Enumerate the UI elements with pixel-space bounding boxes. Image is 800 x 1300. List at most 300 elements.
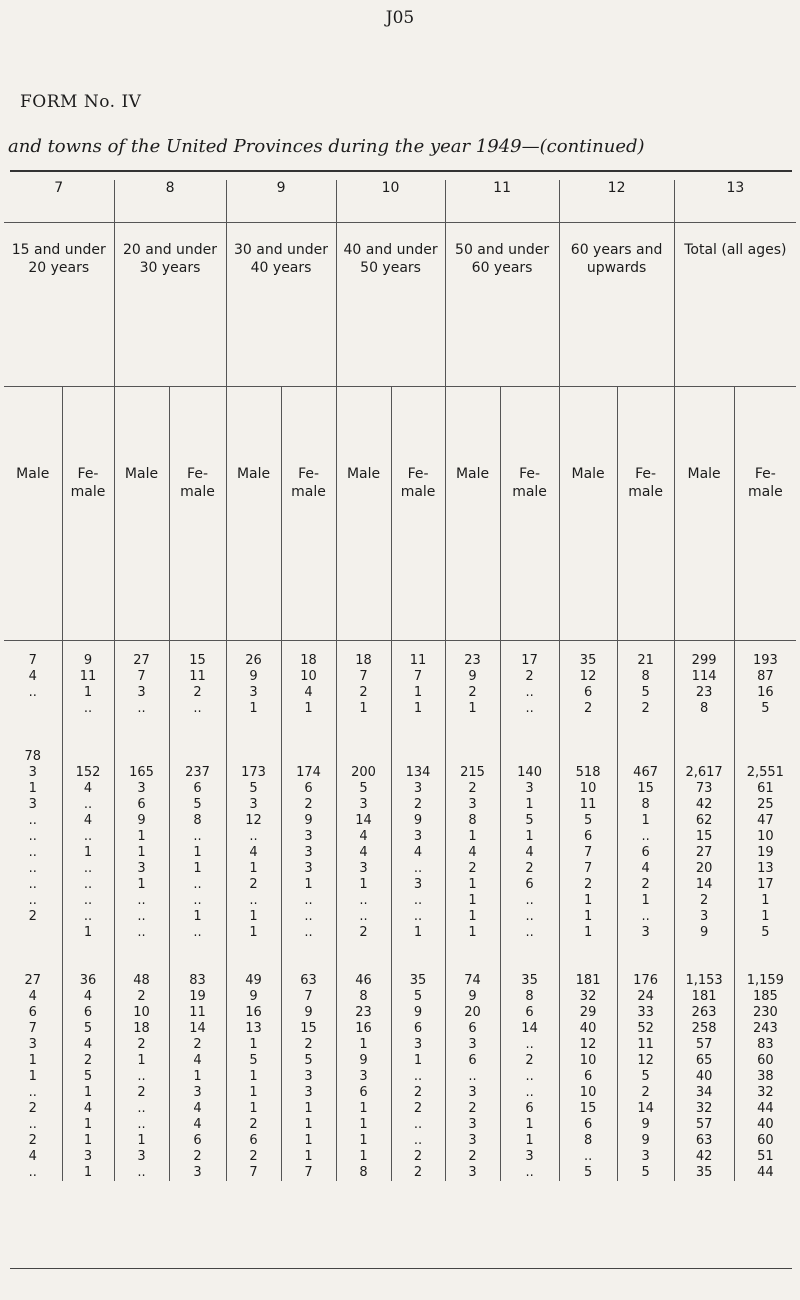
table-cell: 3 bbox=[281, 861, 336, 877]
male-header: Male bbox=[559, 387, 617, 641]
table-cell: 6 bbox=[445, 1021, 500, 1037]
table-cell: 1 bbox=[114, 845, 169, 861]
table-cell: 12 bbox=[559, 1037, 617, 1053]
table-cell: 2 bbox=[391, 1149, 445, 1165]
table-cell: 1,159 bbox=[734, 973, 796, 989]
table-cell: 2 bbox=[226, 877, 281, 893]
male-header: Male bbox=[4, 387, 62, 641]
gap-cell bbox=[336, 641, 391, 654]
table-cell: 23 bbox=[445, 653, 500, 669]
table-cell: .. bbox=[500, 685, 559, 701]
table-cell: 3 bbox=[445, 1085, 500, 1101]
table-cell: 230 bbox=[734, 1005, 796, 1021]
table-cell: 1 bbox=[226, 1037, 281, 1053]
table-cell: 181 bbox=[559, 973, 617, 989]
table-cell: 3 bbox=[500, 781, 559, 797]
table-cell: 7 bbox=[28, 1021, 37, 1036]
table-row bbox=[4, 973, 796, 989]
table-cell: 46 bbox=[336, 973, 391, 989]
table-cell: 42 bbox=[674, 1149, 734, 1165]
table-cell: 10 bbox=[734, 829, 796, 845]
table-cell: 27 bbox=[24, 973, 42, 988]
table-cell: 2 bbox=[28, 909, 37, 924]
table-cell: 1 bbox=[336, 1117, 391, 1133]
table-row bbox=[4, 781, 796, 797]
table-cell bbox=[62, 749, 114, 765]
table-cell: 20 bbox=[674, 861, 734, 877]
table-cell: 1 bbox=[445, 829, 500, 845]
table-cell: 6 bbox=[500, 877, 559, 893]
table-row bbox=[4, 1069, 796, 1085]
table-cell: 40 bbox=[674, 1069, 734, 1085]
age-group-header: 15 and under 20 years bbox=[4, 223, 114, 387]
table-row bbox=[4, 909, 796, 925]
table-cell: .. bbox=[114, 701, 169, 717]
table-cell: 2,551 bbox=[734, 765, 796, 781]
table-cell: 5 bbox=[336, 781, 391, 797]
gap-cell bbox=[391, 717, 445, 749]
table-cell: 20 bbox=[445, 1005, 500, 1021]
table-cell: 61 bbox=[734, 781, 796, 797]
column-number-row bbox=[4, 180, 796, 223]
table-cell: 1,153 bbox=[674, 973, 734, 989]
age-group-header: 30 and under 40 years bbox=[226, 223, 336, 387]
table-cell: 47 bbox=[734, 813, 796, 829]
table-row bbox=[4, 797, 796, 813]
table-cell bbox=[4, 701, 62, 717]
table-cell: 27 bbox=[114, 653, 169, 669]
table-cell: 467 bbox=[617, 765, 674, 781]
table-cell: 10 bbox=[281, 669, 336, 685]
gap-cell bbox=[734, 717, 796, 749]
gap-cell bbox=[734, 941, 796, 973]
table-cell: 60 bbox=[734, 1053, 796, 1069]
table-row bbox=[4, 813, 796, 829]
table-cell: 299 bbox=[674, 653, 734, 669]
table-row bbox=[4, 1037, 796, 1053]
table-cell: 9 bbox=[617, 1133, 674, 1149]
table-cell: 2 bbox=[617, 877, 674, 893]
table-cell bbox=[169, 749, 226, 765]
table-row bbox=[4, 989, 796, 1005]
gap-cell bbox=[62, 717, 114, 749]
table-cell: .. bbox=[28, 893, 37, 908]
table-cell bbox=[114, 749, 169, 765]
table-cell: 4 bbox=[62, 1101, 114, 1117]
table-cell bbox=[500, 749, 559, 765]
table-cell: 32 bbox=[559, 989, 617, 1005]
table-cell: 5 bbox=[559, 1165, 617, 1181]
table-row bbox=[4, 1117, 796, 1133]
table-cell: 2 bbox=[62, 1053, 114, 1069]
table-cell: 65 bbox=[674, 1053, 734, 1069]
table-cell: 1 bbox=[226, 701, 281, 717]
table-cell: 1 bbox=[336, 1037, 391, 1053]
statistics-table bbox=[4, 180, 796, 1181]
table-cell: .. bbox=[28, 813, 37, 828]
table-cell: 7 bbox=[281, 1165, 336, 1181]
table-cell: 2 bbox=[28, 1133, 37, 1148]
table-cell: 2 bbox=[559, 701, 617, 717]
table-cell: .. bbox=[62, 893, 114, 909]
table-cell: .. bbox=[500, 1165, 559, 1181]
table-cell: .. bbox=[500, 925, 559, 941]
table-cell: 21 bbox=[617, 653, 674, 669]
table-cell: 3 bbox=[28, 1037, 37, 1052]
table-cell: 5 bbox=[226, 1053, 281, 1069]
table-cell: 2 bbox=[28, 1101, 37, 1116]
gap-cell bbox=[617, 717, 674, 749]
table-cell: 1 bbox=[62, 1165, 114, 1181]
gap-cell bbox=[4, 641, 62, 654]
table-cell: 4 bbox=[169, 1101, 226, 1117]
table-row bbox=[4, 877, 796, 893]
table-cell: 1 bbox=[391, 685, 445, 701]
table-cell: .. bbox=[391, 893, 445, 909]
table-row bbox=[4, 1085, 796, 1101]
table-cell: 1 bbox=[114, 1133, 169, 1149]
female-header: Fe- male bbox=[281, 387, 336, 641]
table-cell: 176 bbox=[617, 973, 674, 989]
table-cell: 1 bbox=[445, 925, 500, 941]
table-cell: 1 bbox=[114, 829, 169, 845]
table-cell: 4 bbox=[169, 1053, 226, 1069]
table-cell: 8 bbox=[169, 813, 226, 829]
table-cell: 6 bbox=[559, 1069, 617, 1085]
table-cell: 1 bbox=[62, 1133, 114, 1149]
table-cell: 14 bbox=[674, 877, 734, 893]
table-cell: 3 bbox=[336, 1069, 391, 1085]
table-cell: 23 bbox=[674, 685, 734, 701]
table-cell: 4 bbox=[62, 781, 114, 797]
table-cell: 4 bbox=[281, 685, 336, 701]
table-cell: 1 bbox=[445, 909, 500, 925]
table-cell: 2 bbox=[169, 1037, 226, 1053]
table-cell: 8 bbox=[445, 813, 500, 829]
table-cell: .. bbox=[28, 829, 37, 844]
table-cell: 8 bbox=[617, 669, 674, 685]
table-cell: .. bbox=[226, 893, 281, 909]
table-cell: 9 bbox=[336, 1053, 391, 1069]
table-cell: 2 bbox=[391, 1165, 445, 1181]
table-cell: 7 bbox=[559, 861, 617, 877]
table-cell: 49 bbox=[226, 973, 281, 989]
table-cell: 1 bbox=[734, 909, 796, 925]
table-cell: .. bbox=[114, 1101, 169, 1117]
table-cell: .. bbox=[62, 797, 114, 813]
table-row bbox=[4, 653, 796, 669]
table-cell: 11 bbox=[169, 1005, 226, 1021]
table-cell: 1 bbox=[500, 829, 559, 845]
table-cell: 9 bbox=[62, 653, 114, 669]
table-cell: 2 bbox=[336, 685, 391, 701]
table-cell: 6 bbox=[559, 685, 617, 701]
table-cell: 1 bbox=[445, 701, 500, 717]
table-cell: 200 bbox=[336, 765, 391, 781]
table-cell: 87 bbox=[734, 669, 796, 685]
table-cell: 1 bbox=[559, 925, 617, 941]
table-cell: 3 bbox=[114, 781, 169, 797]
table-cell: 5 bbox=[226, 781, 281, 797]
table-cell: 52 bbox=[617, 1021, 674, 1037]
table-cell: .. bbox=[391, 1117, 445, 1133]
table-cell: 29 bbox=[559, 1005, 617, 1021]
table-cell: 24 bbox=[617, 989, 674, 1005]
table-cell: 1 bbox=[281, 1149, 336, 1165]
table-cell: .. bbox=[336, 909, 391, 925]
table-cell: 174 bbox=[281, 765, 336, 781]
table-cell: .. bbox=[28, 845, 37, 860]
table-cell: .. bbox=[391, 861, 445, 877]
table-cell: 18 bbox=[336, 653, 391, 669]
table-cell: 62 bbox=[674, 813, 734, 829]
table-cell: .. bbox=[500, 1037, 559, 1053]
table-cell: 11 bbox=[617, 1037, 674, 1053]
table-cell: 1 bbox=[617, 893, 674, 909]
table-cell: 34 bbox=[674, 1085, 734, 1101]
table-cell: .. bbox=[281, 893, 336, 909]
table-cell: 4 bbox=[28, 669, 37, 684]
table-row bbox=[4, 701, 796, 717]
table-cell: 18 bbox=[281, 653, 336, 669]
table-cell: 9 bbox=[281, 1005, 336, 1021]
table-cell: 1 bbox=[500, 1117, 559, 1133]
table-row bbox=[4, 1101, 796, 1117]
table-cell: 185 bbox=[734, 989, 796, 1005]
table-cell: 1 bbox=[336, 701, 391, 717]
table-cell: 1 bbox=[28, 1069, 37, 1084]
table-cell: 7 bbox=[281, 989, 336, 1005]
table-row bbox=[4, 925, 796, 941]
table-cell: 18 bbox=[114, 1021, 169, 1037]
gap-cell bbox=[559, 717, 617, 749]
table-cell: 12 bbox=[226, 813, 281, 829]
table-row bbox=[4, 669, 796, 685]
table-cell: 3 bbox=[28, 797, 37, 812]
table-cell: 140 bbox=[500, 765, 559, 781]
table-cell: 518 bbox=[559, 765, 617, 781]
table-cell: 2 bbox=[281, 797, 336, 813]
table-cell: 6 bbox=[114, 797, 169, 813]
table-cell: 4 bbox=[336, 845, 391, 861]
table-cell: 25 bbox=[734, 797, 796, 813]
table-cell: .. bbox=[336, 893, 391, 909]
table-cell: 1 bbox=[336, 1101, 391, 1117]
block-gap bbox=[4, 941, 796, 973]
table-cell: 1 bbox=[28, 1053, 37, 1068]
table-cell: 4 bbox=[169, 1117, 226, 1133]
table-cell: 1 bbox=[559, 909, 617, 925]
age-group-header: 40 and under 50 years bbox=[336, 223, 445, 387]
table-cell: 9 bbox=[114, 813, 169, 829]
table-cell: 2 bbox=[391, 797, 445, 813]
table-cell bbox=[734, 749, 796, 765]
gap-cell bbox=[559, 941, 617, 973]
gap-cell bbox=[226, 941, 281, 973]
gap-cell bbox=[674, 641, 734, 654]
table-cell: 6 bbox=[281, 781, 336, 797]
table-cell: .. bbox=[62, 909, 114, 925]
table-cell: 3 bbox=[281, 845, 336, 861]
table-cell: 263 bbox=[674, 1005, 734, 1021]
table-cell: 27 bbox=[674, 845, 734, 861]
table-cell: 35 bbox=[674, 1165, 734, 1181]
table-cell: 7 bbox=[114, 669, 169, 685]
table-cell: .. bbox=[391, 909, 445, 925]
table-cell: 15 bbox=[617, 781, 674, 797]
table-cell: 6 bbox=[336, 1085, 391, 1101]
table-cell: 1 bbox=[281, 1101, 336, 1117]
table-cell: 15 bbox=[169, 653, 226, 669]
table-cell: 2 bbox=[391, 1085, 445, 1101]
table-cell: 40 bbox=[559, 1021, 617, 1037]
table-body bbox=[4, 641, 796, 1182]
table-cell: 9 bbox=[281, 813, 336, 829]
table-cell: 114 bbox=[674, 669, 734, 685]
table-cell: 9 bbox=[391, 813, 445, 829]
table-row bbox=[4, 1165, 796, 1181]
table-cell: 1 bbox=[500, 1133, 559, 1149]
table-cell: 3 bbox=[62, 1149, 114, 1165]
table-cell: 1 bbox=[391, 925, 445, 941]
table-cell: .. bbox=[169, 893, 226, 909]
table-cell: 1 bbox=[28, 781, 37, 796]
table-cell: 63 bbox=[674, 1133, 734, 1149]
table-cell: 1 bbox=[391, 701, 445, 717]
column-number: 12 bbox=[559, 180, 674, 223]
table-cell: 4 bbox=[226, 845, 281, 861]
table-cell bbox=[559, 749, 617, 765]
table-cell: .. bbox=[62, 877, 114, 893]
table-cell: 14 bbox=[500, 1021, 559, 1037]
table-cell: 6 bbox=[559, 829, 617, 845]
table-cell: 9 bbox=[674, 925, 734, 941]
gap-cell bbox=[445, 717, 500, 749]
table-cell: 13 bbox=[226, 1021, 281, 1037]
table-cell: 3 bbox=[445, 1117, 500, 1133]
table-cell: 1 bbox=[281, 1117, 336, 1133]
table-cell bbox=[391, 749, 445, 765]
table-cell: 2 bbox=[445, 861, 500, 877]
table-cell: 5 bbox=[500, 813, 559, 829]
table-row bbox=[4, 861, 796, 877]
table-cell: 1 bbox=[445, 877, 500, 893]
table-cell: .. bbox=[114, 925, 169, 941]
table-cell: .. bbox=[445, 1069, 500, 1085]
table-cell: 73 bbox=[674, 781, 734, 797]
table-cell: 2 bbox=[445, 685, 500, 701]
table-cell: 3 bbox=[226, 797, 281, 813]
table-cell: 4 bbox=[445, 845, 500, 861]
table-cell: 2 bbox=[500, 1053, 559, 1069]
table-cell: 4 bbox=[62, 1037, 114, 1053]
table-cell: 3 bbox=[281, 829, 336, 845]
table-cell: 5 bbox=[62, 1069, 114, 1085]
table-cell: 51 bbox=[734, 1149, 796, 1165]
table-cell: .. bbox=[62, 829, 114, 845]
table-cell: 32 bbox=[734, 1085, 796, 1101]
table-cell: 165 bbox=[114, 765, 169, 781]
table-cell: 14 bbox=[336, 813, 391, 829]
table-cell: 4 bbox=[500, 845, 559, 861]
table-cell: 3 bbox=[336, 861, 391, 877]
table-cell: 4 bbox=[28, 989, 37, 1004]
table-cell: 4 bbox=[336, 829, 391, 845]
table-cell: 3 bbox=[445, 797, 500, 813]
table-cell: 1 bbox=[62, 1117, 114, 1133]
table-cell: .. bbox=[169, 877, 226, 893]
table-cell: 2 bbox=[559, 877, 617, 893]
table-cell: 15 bbox=[281, 1021, 336, 1037]
gap-cell bbox=[169, 941, 226, 973]
table-row bbox=[4, 829, 796, 845]
table-cell: 19 bbox=[734, 845, 796, 861]
female-header: Fe- male bbox=[391, 387, 445, 641]
table-cell: .. bbox=[28, 1165, 37, 1180]
table-cell: 2 bbox=[226, 1149, 281, 1165]
table-cell: 2 bbox=[226, 1117, 281, 1133]
table-cell: .. bbox=[28, 877, 37, 892]
table-cell: 8 bbox=[674, 701, 734, 717]
table-cell: .. bbox=[114, 893, 169, 909]
gap-cell bbox=[674, 941, 734, 973]
table-cell: 44 bbox=[734, 1165, 796, 1181]
table-cell: .. bbox=[500, 909, 559, 925]
gap-cell bbox=[445, 941, 500, 973]
form-label: FORM No. IV bbox=[20, 92, 142, 112]
table-cell: 1 bbox=[391, 1053, 445, 1069]
table-cell: 1 bbox=[226, 909, 281, 925]
table-cell: 2 bbox=[169, 1149, 226, 1165]
table-cell: 3 bbox=[500, 1149, 559, 1165]
gap-cell bbox=[674, 717, 734, 749]
table-cell: .. bbox=[114, 1069, 169, 1085]
table-title: and towns of the United Provinces during the year 1949—(continued) bbox=[8, 136, 645, 157]
table-cell: 2,617 bbox=[674, 765, 734, 781]
table-cell: 1 bbox=[226, 1101, 281, 1117]
table-cell: 16 bbox=[226, 1005, 281, 1021]
table-cell: .. bbox=[114, 1117, 169, 1133]
gap-cell bbox=[169, 641, 226, 654]
table-cell: 3 bbox=[336, 797, 391, 813]
table-cell: .. bbox=[62, 861, 114, 877]
table-cell: .. bbox=[391, 1069, 445, 1085]
table-cell: 15 bbox=[559, 1101, 617, 1117]
table-cell: 11 bbox=[559, 797, 617, 813]
gap-cell bbox=[114, 641, 169, 654]
table-row bbox=[4, 845, 796, 861]
table-cell: .. bbox=[617, 829, 674, 845]
gap-cell bbox=[62, 941, 114, 973]
table-cell: .. bbox=[62, 701, 114, 717]
table-cell: 11 bbox=[391, 653, 445, 669]
table-cell bbox=[617, 749, 674, 765]
table-cell: 7 bbox=[28, 653, 37, 668]
table-cell: 35 bbox=[559, 653, 617, 669]
gap-cell bbox=[445, 641, 500, 654]
table-cell: 1 bbox=[226, 1085, 281, 1101]
table-cell: 3 bbox=[391, 829, 445, 845]
table-row bbox=[4, 1133, 796, 1149]
table-cell: 60 bbox=[734, 1133, 796, 1149]
male-header: Male bbox=[226, 387, 281, 641]
table-cell: 1 bbox=[559, 893, 617, 909]
table-cell: 57 bbox=[674, 1037, 734, 1053]
male-header: Male bbox=[674, 387, 734, 641]
table-cell: 5 bbox=[169, 797, 226, 813]
top-rule bbox=[10, 170, 792, 172]
table-row bbox=[4, 765, 796, 781]
